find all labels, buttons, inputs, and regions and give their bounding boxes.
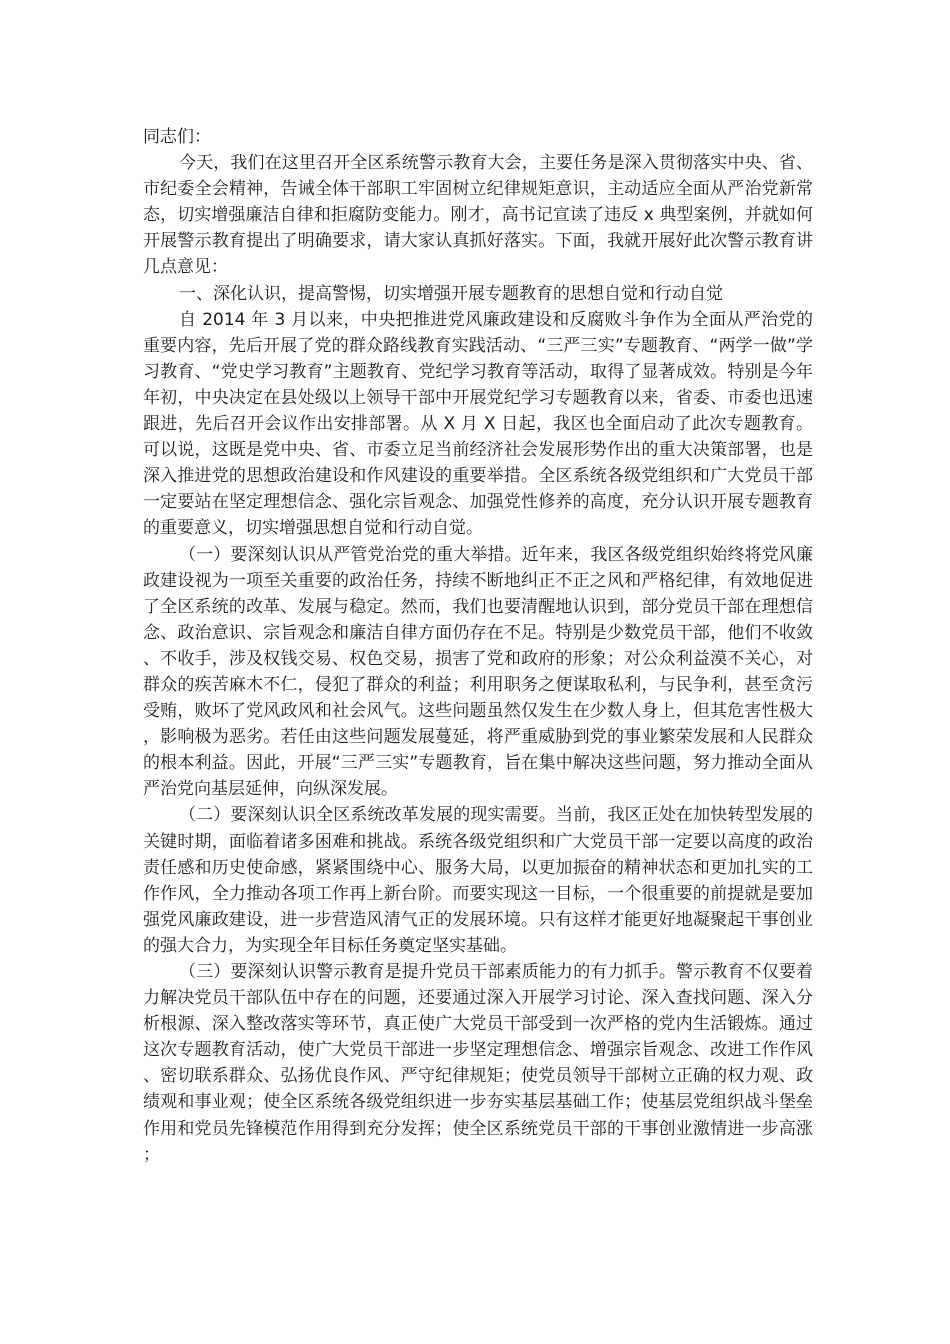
paragraph-point-2: （二）要深刻认识全区系统改革发展的现实需要。当前，我区正处在加快转型发展的关键时期，面临着诸多困难和挑战。系统各级党组织和广大党员干部一定要以高度的政治责任感和历史使命感，紧紧围绕中心、服务大局，以更加振奋的精神状态和更加扎实的工作作风，全力推动各项工作再上新台阶。而要实现这一目标，一个很重要的前提就是要加强党风廉政建设，进一步营造风清气正的发展环境。只有这样才能更好地凝聚起干事创业的强大合力，为实现全年目标任务奠定坚实基础。 <box>143 805 813 956</box>
paragraph-background: 自 2014 年 3 月以来，中央把推进党风廉政建设和反腐败斗争作为全面从严治党的重要内容，先后开展了党的群众路线教育实践活动、“三严三实”专题教育、“两学一做”学习教育、“党史学习教育”主题教育、党纪学习教育等活动，取得了显著成效。特别是今年年初，中央决定在县处级以上领导干部中开展党纪学习专题教育以来，省委、市委也迅速跟进，先后召开会议作出安排部署。从 X 月 X 日起，我区也全面启动了此次专题教育。可以说，这既是党中央、省、市委立足当前经济社会发展形势作出的重大决策部署，也是深入推进党的思想政治建设和作风建设的重要举措。全区系统各级党组织和广大党员干部一定要站在坚定理想信念、强化宗旨观念、加强党性修养的高度，充分认识开展专题教育的重要意义，切实增强思想自觉和行动自觉。 <box>143 309 813 539</box>
intro-paragraph: 今天，我们在这里召开全区系统警示教育大会，主要任务是深入贯彻落实中央、省、市纪委全会精神，告诫全体干部职工牢固树立纪律规矩意识，主动适应全面从严治党新常态，切实增强廉洁自律和拒腐防变能力。刚才，高书记宣读了违反 x 典型案例，并就如何开展警示教育提出了明确要求，请大家认真抓好落实。下面，我就开展好此次警示教育讲几点意见： <box>143 153 813 278</box>
document-body <box>143 124 813 1168</box>
salutation: 同志们： <box>143 127 211 147</box>
paragraph-point-3: （三）要深刻认识警示教育是提升党员干部素质能力的有力抓手。警示教育不仅要着力解决党员干部队伍中存在的问题，还要通过深入开展学习讨论、深入查找问题、深入分析根源、深入整改落实等环节，真正使广大党员干部受到一次严格的党内生活锻炼。通过这次专题教育活动，使广大党员干部进一步坚定理想信念、增强宗旨观念、改进工作作风、密切联系群众、弘扬优良作风、严守纪律规矩；使党员领导干部树立正确的权力观、政绩观和事业观；使全区系统各级党组织进一步夯实基层基础工作；使基层党组织战斗堡垒作用和党员先锋模范作用得到充分发挥；使全区系统党员干部的干事创业激情进一步高涨； <box>143 962 813 1165</box>
section-heading-1: 一、深化认识，提高警惕，切实增强开展专题教育的思想自觉和行动自觉 <box>179 283 723 304</box>
paragraph-point-1: （一）要深刻认识从严管党治党的重大举措。近年来，我区各级党组织始终将党风廉政建设视为一项至关重要的政治任务，持续不断地纠正不正之风和严格纪律，有效地促进了全区系统的改革、发展与稳定。然而，我们也要清醒地认识到，部分党员干部在理想信念、政治意识、宗旨观念和廉洁自律方面仍存在不足。特别是少数党员干部，他们不收敛、不收手，涉及权钱交易、权色交易，损害了党和政府的形象；对公众利益漠不关心，对群众的疾苦麻木不仁，侵犯了群众的利益；利用职务之便谋取私利，与民争利，甚至贪污受贿，败坏了党风政风和社会风气。这些问题虽然仅发生在少数人身上，但其危害性极大，影响极为恶劣。若任由这些问题发展蔓延，将严重威胁到党的事业繁荣发展和人民群众的根本利益。因此，开展“三严三实”专题教育，旨在集中解决这些问题，努力推动全面从严治党向基层延伸，向纵深发展。 <box>143 544 813 800</box>
